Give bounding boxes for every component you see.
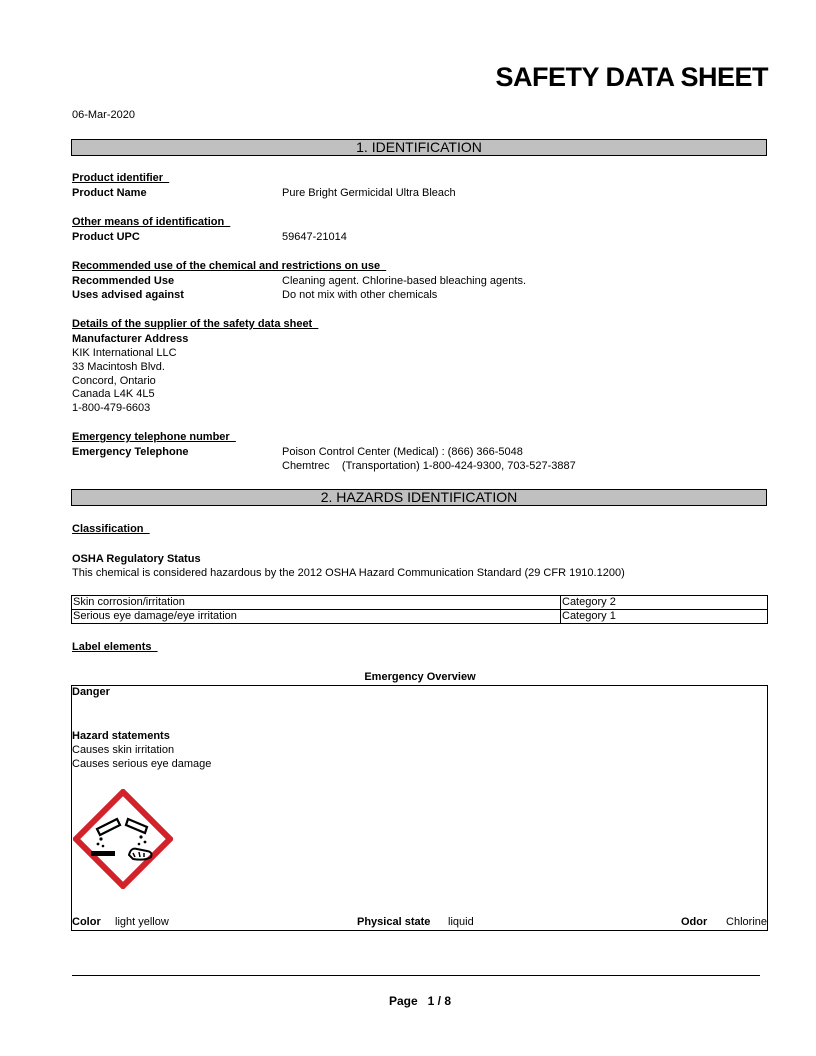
odor-label: Odor bbox=[681, 916, 708, 928]
emergency-telephone-subheading: Emergency telephone number bbox=[72, 431, 236, 443]
footer-divider bbox=[72, 975, 760, 976]
uses-advised-against-label: Uses advised against bbox=[72, 289, 184, 301]
supplier-subheading: Details of the supplier of the safety data sheet bbox=[72, 318, 319, 330]
address-line: 1-800-479-6603 bbox=[72, 402, 151, 414]
physical-state-value: liquid bbox=[448, 916, 474, 928]
emergency-telephone-line-2: Chemtrec (Transportation) 1-800-424-9300, 703-527-3887 bbox=[282, 460, 576, 472]
emergency-overview-box bbox=[71, 685, 768, 931]
uses-advised-against-value: Do not mix with other chemicals bbox=[282, 289, 438, 301]
product-upc-label: Product UPC bbox=[72, 231, 140, 243]
hazard-class-cell: Serious eye damage/eye irritation bbox=[72, 610, 561, 624]
signal-word: Danger bbox=[72, 686, 110, 698]
color-label: Color bbox=[72, 916, 101, 928]
table-row bbox=[72, 596, 768, 610]
product-upc-value: 59647-21014 bbox=[282, 231, 347, 243]
physical-state-label: Physical state bbox=[357, 916, 431, 928]
product-identifier-subheading: Product identifier bbox=[72, 172, 170, 184]
hazard-category-cell: Category 1 bbox=[561, 610, 768, 624]
recommended-use-value: Cleaning agent. Chlorine-based bleaching agents. bbox=[282, 275, 527, 287]
corrosion-pictogram-icon bbox=[73, 789, 173, 889]
recommended-use-subheading: Recommended use of the chemical and restrictions on use bbox=[72, 260, 387, 272]
product-name-value: Pure Bright Germicidal Ultra Bleach bbox=[282, 187, 456, 199]
emergency-overview-title: Emergency Overview bbox=[364, 671, 476, 683]
document-title: SAFETY DATA SHEET bbox=[495, 62, 768, 92]
section-2-heading: 2. HAZARDS IDENTIFICATION bbox=[71, 489, 767, 506]
osha-status-text: This chemical is considered hazardous by the 2012 OSHA Hazard Communication Standard (29 CFR 1910.1200) bbox=[72, 567, 625, 579]
other-means-subheading: Other means of identification bbox=[72, 216, 231, 228]
emergency-telephone-label: Emergency Telephone bbox=[72, 446, 189, 458]
hazard-statement: Causes skin irritation bbox=[72, 744, 175, 756]
page-number bbox=[0, 994, 816, 1008]
classification-table bbox=[71, 595, 768, 624]
hazard-category-cell: Category 2 bbox=[561, 596, 768, 610]
manufacturer-address-label: Manufacturer Address bbox=[72, 333, 189, 345]
recommended-use-label: Recommended Use bbox=[72, 275, 175, 287]
address-line: 33 Macintosh Blvd. bbox=[72, 361, 165, 373]
hazard-class-cell: Skin corrosion/irritation bbox=[72, 596, 561, 610]
revision-date: 06-Mar-2020 bbox=[72, 109, 135, 121]
page-label: Page bbox=[388, 994, 418, 1008]
table-row bbox=[72, 610, 768, 624]
odor-value: Chlorine bbox=[726, 916, 767, 928]
address-line: Canada L4K 4L5 bbox=[72, 388, 155, 400]
osha-status-label: OSHA Regulatory Status bbox=[72, 553, 201, 565]
hazard-statements-label: Hazard statements bbox=[72, 730, 170, 742]
emergency-telephone-line-1: Poison Control Center (Medical) : (866) 366-5048 bbox=[282, 446, 523, 458]
color-value: light yellow bbox=[115, 916, 169, 928]
address-line: Concord, Ontario bbox=[72, 375, 156, 387]
classification-subheading: Classification bbox=[72, 523, 150, 535]
address-line: KIK International LLC bbox=[72, 347, 177, 359]
label-elements-subheading: Label elements bbox=[72, 641, 158, 653]
hazard-statement: Causes serious eye damage bbox=[72, 758, 212, 770]
page-value: 1 / 8 bbox=[427, 994, 452, 1008]
product-name-label: Product Name bbox=[72, 187, 147, 199]
section-1-heading: 1. IDENTIFICATION bbox=[71, 139, 767, 156]
